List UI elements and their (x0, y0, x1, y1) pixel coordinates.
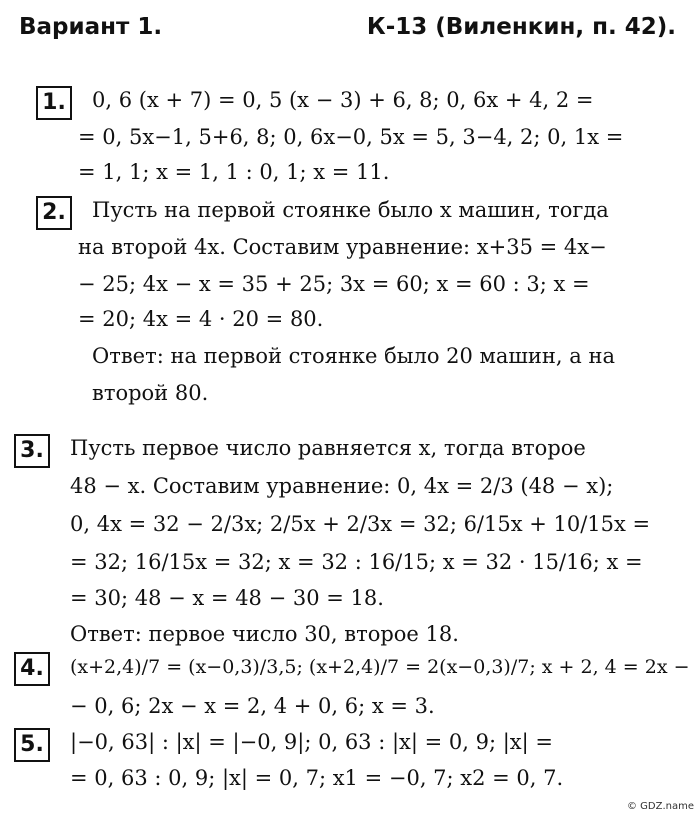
problem-line: |−0, 63| : |x| = |−0, 9|; 0, 63 : |x| = 0, 9; |x| = (70, 730, 553, 754)
problem-number-box: 4. (14, 652, 50, 686)
problem-line: (x+2,4)/7 = (x−0,3)/3,5; (x+2,4)/7 = 2(x−0,3)/7; x + 2, 4 = 2x − (70, 656, 690, 678)
problem-line: − 25; 4x − x = 35 + 25; 3x = 60; x = 60 : 3; x = (78, 272, 590, 296)
problem-line: Пусть на первой стоянке было x машин, тогда (92, 198, 609, 222)
work-title: К-13 (Виленкин, п. 42). (366, 14, 676, 40)
problem-line: = 0, 5x−1, 5+6, 8; 0, 6x−0, 5x = 5, 3−4, 2; 0, 1x = (78, 125, 624, 149)
problem-line: 0, 4x = 32 − 2/3x; 2/5x + 2/3x = 32; 6/15x + 10/15x = (70, 512, 651, 536)
problem-line: = 32; 16/15x = 32; x = 32 : 16/15; x = 32 · 15/16; x = (70, 550, 643, 574)
problem-number-box: 5. (14, 728, 50, 762)
problem-line: 48 − x. Составим уравнение: 0, 4x = 2/3 (48 − x); (70, 474, 614, 498)
problem-line: 0, 6 (x + 7) = 0, 5 (x − 3) + 6, 8; 0, 6x + 4, 2 = (92, 88, 594, 112)
problem-line: = 1, 1; x = 1, 1 : 0, 1; x = 11. (78, 160, 390, 184)
variant-title: Вариант 1. (19, 14, 163, 40)
problem-line: на второй 4x. Составим уравнение: x+35 = 4x− (78, 235, 607, 259)
answer-line: второй 80. (92, 381, 209, 405)
problem-number-box: 3. (14, 434, 50, 468)
problem-line: − 0, 6; 2x − x = 2, 4 + 0, 6; x = 3. (70, 694, 435, 718)
problem-line: = 0, 63 : 0, 9; |x| = 0, 7; x1 = −0, 7; x2 = 0, 7. (70, 766, 564, 790)
problem-line: = 30; 48 − x = 48 − 30 = 18. (70, 586, 384, 610)
watermark: © GDZ.name (626, 801, 694, 812)
problem-number-box: 1. (36, 86, 72, 120)
answer-line: Ответ: на первой стоянке было 20 машин, а на (92, 344, 615, 368)
problem-number-box: 2. (36, 196, 72, 230)
problem-line: = 20; 4x = 4 · 20 = 80. (78, 307, 324, 331)
problem-line: Пусть первое число равняется x, тогда второе (70, 436, 586, 460)
page-header (0, 0, 700, 60)
answer-line: Ответ: первое число 30, второе 18. (70, 622, 459, 646)
